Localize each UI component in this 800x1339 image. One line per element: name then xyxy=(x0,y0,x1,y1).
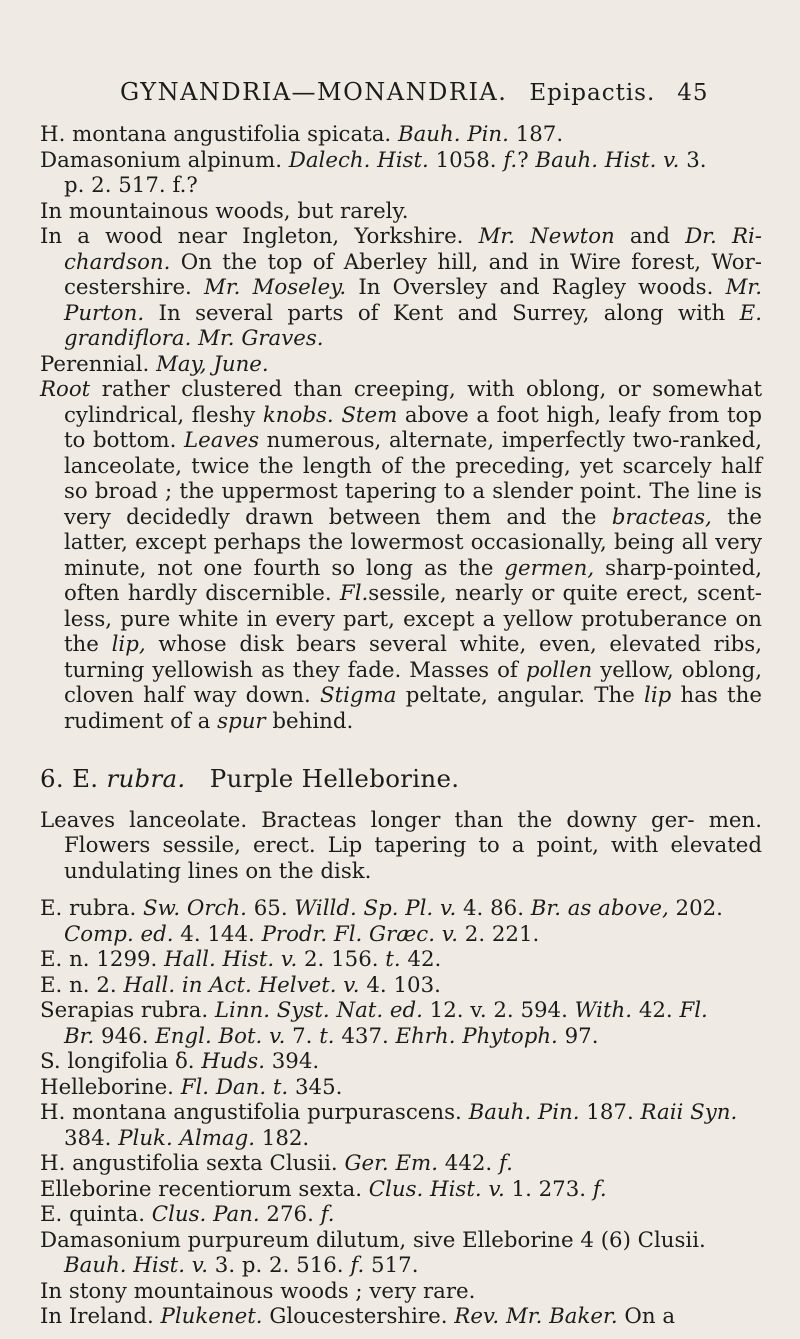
habitat-note: In mountainous woods, but rarely. xyxy=(40,198,409,224)
synonym-entry: H. angustifolia sexta Clusii. Ger. Em. 442. f. xyxy=(40,1151,513,1176)
locality-list: In a wood near Ingleton, Yorkshire. Mr. Newton and Dr. Ri- chardson. On the top of Aberley hill, and in Wire forest, Wor- cestershire. Mr. Moseley. In Oversley and Ragley woods. Mr. Purton. In several parts of Kent and Surrey, along with E. grandiflora. Mr. Graves. xyxy=(40,224,762,351)
synonym-entry: Serapias rubra. Linn. Syst. Nat. ed. 12. v. 2. 594. With. 42. Fl. Br. 946. Engl. Bot. v. 7. t. 437. Ehrh. Phytoph. 97. xyxy=(40,998,708,1049)
duration-note: Perennial. May, June. xyxy=(40,351,269,377)
species-diagnosis: Leaves lanceolate. Bracteas longer than the downy ger- men. Flowers sessile, erect. Lip tapering to a point, with elevated undulating lines on the disk. xyxy=(40,807,762,884)
genus-heading: Epipactis. xyxy=(529,80,656,106)
synonym-entry: Helleborine. Fl. Dan. t. 345. xyxy=(40,1074,343,1100)
species-description: Root rather clustered than creeping, with oblong, or somewhat cylindrical, fleshy knobs. Stem above a foot high, leafy from top to bottom. Leaves numerous, alternate, imperfectly two-ranked, lanceolate, twice the length of the preceding, yet scarcely half so broad ; the uppermost tapering to a slender point. The line is very decidedly drawn between them and the bracteas, the latter, except perhaps the lowermost occasionally, being all very minute, not one fourth so long as the germen, sharp-pointed, often hardly discernible. Fl.sessile, nearly or quite erect, scent- less, pure white in every part, except a yellow protuberance on the lip, whose disk bears several white, even, elevated ribs, turning yellowish as they fade. Masses of pollen yellow, oblong, cloven half way down. Stigma peltate, angular. The lip has the rudiment of a spur behind. xyxy=(40,377,763,734)
synonym-entry: Elleborine recentiorum sexta. Clus. Hist. v. 1. 273. f. xyxy=(40,1176,607,1202)
synonym-entry: S. longifolia δ. Huds. 394. xyxy=(40,1049,320,1074)
synonym-entry: E. n. 2. Hall. in Act. Helvet. v. 4. 103. xyxy=(40,972,441,998)
page-body xyxy=(40,122,762,1330)
synonymy xyxy=(40,896,762,1279)
synonym-entry: H. montana angustifolia purpurascens. Bauh. Pin. 187. Raii Syn. 384. Pluk. Almag. 182. xyxy=(40,1100,738,1151)
running-title: GYNANDRIA—MONANDRIA. xyxy=(120,78,508,106)
synonym-entry: Damasonium purpureum dilutum, sive Elleborine 4 (6) Clusii. Bauh. Hist. v. 3. p. 2. 516. f. 517. xyxy=(40,1227,706,1278)
synonym-entry: H. montana angustifolia spicata. Bauh. Pin. 187. xyxy=(40,122,564,147)
synonym-entry: E. n. 1299. Hall. Hist. v. 2. 156. t. 42. xyxy=(40,947,442,972)
locality-list: In Ireland. Plukenet. Gloucestershire. Rev. Mr. Baker. On a xyxy=(40,1304,676,1329)
page-number: 45 xyxy=(677,80,709,106)
synonym-entry: E. rubra. Sw. Orch. 65. Willd. Sp. Pl. v. 4. 86. Br. as above, 202. Comp. ed. 4. 144. Prodr. Fl. Græc. v. 2. 221. xyxy=(40,896,723,947)
synonym-entry: Damasonium alpinum. Dalech. Hist. 1058. f.? Bauh. Hist. v. 3. p. 2. 517. f.? xyxy=(40,147,707,198)
running-header xyxy=(120,78,760,106)
synonym-entry: E. quinta. Clus. Pan. 276. f. xyxy=(40,1202,335,1227)
species-heading: 6. E. rubra. Purple Helleborine. xyxy=(40,764,460,793)
habitat-note: In stony mountainous woods ; very rare. xyxy=(40,1278,476,1304)
